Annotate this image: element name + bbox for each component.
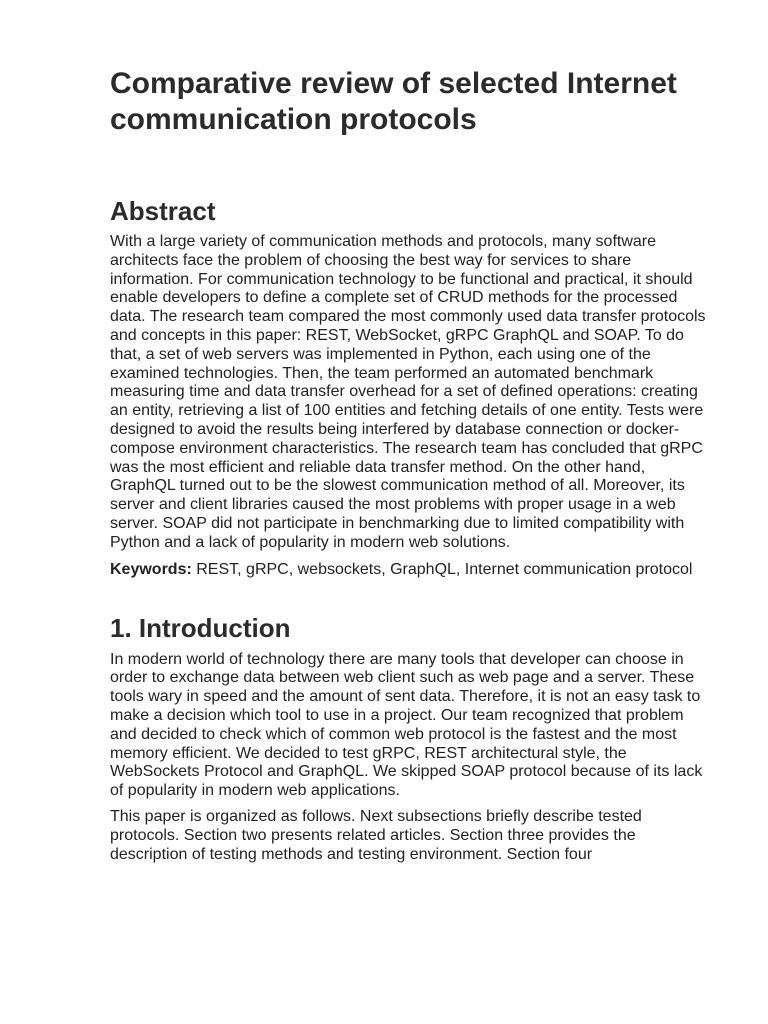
paper-title: Comparative review of selected Internet communication protocols [110,67,677,136]
keywords-line [110,560,710,580]
introduction-paragraph-2: This paper is organized as follows. Next subsections briefly describe tested protocols. Section two presents related articles. Section three provides the description of testing methods and testing environment. Section four [110,807,642,863]
introduction-section [110,613,710,865]
introduction-heading: 1. Introduction [110,612,291,643]
abstract-section [110,196,710,580]
keywords-label: Keywords: [110,560,192,578]
introduction-paragraph-1: In modern world of technology there are many tools that developer can choose in order to exchange data between web client such as web page and a server. These tools wary in speed and the amount of sent data. Therefore, it is not an easy task to make a decision which tool to use in a project. Our team recognized that problem and decided to check which of common web protocol is the fastest and the most memory efficient. We decided to test gRPC, REST architectural style, the WebSockets Protocol and GraphQL. We skipped SOAP protocol because of its lack of popularity in modern web applications. [110,650,703,800]
abstract-text: With a large variety of communication methods and protocols, many software architects face the problem of choosing the best way for services to share information. For communication technology to be functional and practical, it should enable developers to define a complete set of CRUD methods for the processed data. The research team compared the most commonly used data transfer protocols and concepts in this paper: REST, WebSocket, gRPC GraphQL and SOAP. To do that, a set of web servers was implemented in Python, each using one of the examined technologies. Then, the team performed an automated benchmark measuring time and data transfer overhead for a set of defined operations: creating an entity, retrieving a list of 100 entities and fetching details of one entity. Tests were designed to avoid the results being interfered by database connection or docker-compose environment characteristics. The research team has concluded that gRPC was the most efficient and reliable data transfer method. On the other hand, GraphQL turned out to be the slowest communication method of all. Moreover, its server and client libraries caused the most problems with proper usage in a web server. SOAP did not participate in benchmarking due to limited compatibility with Python and a lack of popularity in modern web solutions. [110,233,706,551]
abstract-heading: Abstract [110,196,216,226]
paper-page [110,66,710,864]
keywords-text: REST, gRPC, websockets, GraphQL, Internet communication protocol [196,560,693,578]
